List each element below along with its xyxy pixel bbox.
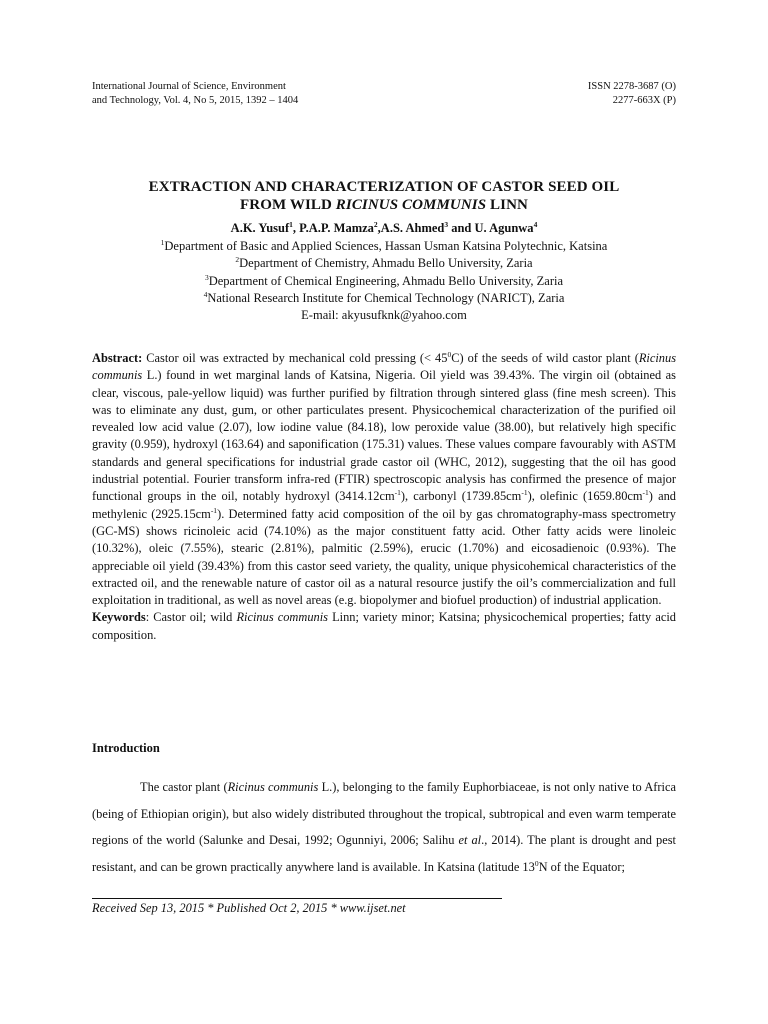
contact-email[interactable]: E-mail: akyusufknk@yahoo.com [301,308,467,323]
affiliation-item [60,290,708,307]
publication-footer: Received Sep 13, 2015 * Published Oct 2, 2015 * www.ijset.net [92,901,406,915]
issn-line-1: ISSN 2278-3687 (O) [587,81,676,92]
keywords-label: Keywords [92,610,146,625]
author-mark: 3 [444,219,449,229]
keywords-text: : Castor oil; wild [145,610,237,625]
affiliation-text: Department of Chemistry, Ahmadu Bello University, Zaria [239,256,533,271]
affiliation-text: Department of Chemical Engineering, Ahmadu Bello University, Zaria [208,273,564,288]
title-species: RICINUS COMMUNIS [335,197,487,213]
affiliation-text: Department of Basic and Applied Sciences, Hassan Usman Katsina Polytechnic, Katsina [164,239,608,253]
intro-text: The castor plant ( [140,780,228,794]
abstract-text: ), olefinic (1659.80cm [527,489,643,504]
author-list: A.K. Yusuf$^1$, P.A.P. Mamza$^2$,A.S. Ahmed$^3$ and U. Agunwa$^4$ [230,219,538,235]
abstract-text: ). Determined fatty acid composition of the oil by gas chromatography-mass spectrometry (GC-MS) shows ricinoleic acid (74.10%) as the major constituent fatty acid. Other fatty acids were linoleic (10.32%), oleic (7.55%), stearic (2.81%), palmitic (2.59%), erucic (1.70%) and eicosadienoic (0.93%). The appreciable oil yield (39.43%) from this castor seed variety, the quality, unique physicohemical characteristics of the extracted oil, and the renewable nature of castor oil as a natural resource justify the oil’s commercialization and full exploitation in traditional, as well as novel areas (e.g. biopolymer and biofuel production) of industrial application. [92,506,676,608]
author-name: A.S. Ahmed [380,221,445,235]
abstract-text: ), carbonyl (1739.85cm [400,489,522,504]
abstract-paragraph [92,350,676,609]
affiliation-mark: 1 [160,237,165,247]
journal-citation [92,80,298,108]
paper-title [60,178,708,214]
superscript: -1 [521,488,528,498]
et-al: et al [458,833,482,847]
abstract-text: L.) found in wet marginal lands of Katsina, Nigeria. Oil yield was 39.43%. The virgin oil (obtained as clear, viscous, pale-yellow liquid) was further purified by filtration through sintered glass (fine mesh screen). This was to eliminate any dust, gum, or other particulates present. Physicochemical characterization of the purified oil revealed low acid value (2.07), low iodine value (84.18), low peroxide value (38.00), but relatively high specific gravity (0.959), hydroxyl (163.64) and saponification (175.31) values. These values compare favourably with ASTM standards and general specifications for industrial grade castor oil (WHC, 2012), suggesting that the oil has good industrial potential. Fourier transform infra-red (FTIR) spectroscopic analysis has confirmed the presence of major functional groups in the oil, notably hydroxyl (3414.12cm [92,368,676,504]
journal-line-1: International Journal of Science, Environment [92,81,286,92]
abstract-section [92,350,676,644]
title-line-2 [60,196,708,214]
affiliation-item [60,255,708,272]
author-mark: 1 [289,219,293,229]
introduction-paragraph [92,774,676,880]
affiliation-item [60,238,708,255]
affiliation-mark: 4 [203,289,208,299]
author-mark: 2 [373,219,378,229]
footer-rule [92,898,502,899]
superscript: -1 [394,488,401,498]
superscript: 0 [447,349,452,359]
abstract-text: ) and methylenic (2925.15cm [92,489,676,521]
superscript: 0 [534,858,539,868]
title-prefix: FROM WILD [240,197,336,213]
affiliation-list [60,238,708,324]
intro-text: N of the Equator; [538,859,625,874]
species-name: Ricinus communis [92,351,677,383]
abstract-text: Castor oil was extracted by mechanical cold pressing (< 45 [142,351,448,365]
author-name: A.K. Yusuf [230,221,290,235]
species-name: Ricinus communis [227,780,319,794]
affiliation-mark: 3 [204,272,209,282]
title-suffix: LINN [486,197,528,213]
abstract-label: Abstract: [92,351,143,365]
intro-text: L.), belonging to the family Euphorbiaceae, is not only native to Africa (being of Ethiopian origin), but also widely distributed throughout the tropical, subtropical and even warm temperate regions of the world (Salunke and Desai, 1992; Ogunniyi, 2006; Salihu [92,780,676,847]
keywords-text: Linn; variety minor; Katsina; physicochemical properties; fatty acid composition. [92,610,676,642]
species-name: Ricinus communis [236,610,328,625]
affiliation-text: National Research Institute for Chemical Technology (NARICT), Zaria [207,290,565,305]
journal-line-2: and Technology, Vol. 4, No 5, 2015, 1392 – 1404 [92,95,299,106]
superscript: -1 [642,488,649,498]
issn-block [588,80,676,108]
issn-line-2: 2277-663X (P) [612,95,676,106]
abstract-text: C) of the seeds of wild castor plant ( [451,351,639,365]
intro-text: ., 2014). The plant is drought and pest resistant, and can be grown practically anywhere land is available. In Katsina (latitude 13 [92,833,676,874]
author-name: P.A.P. Mamza [299,221,374,235]
affiliation-item [60,273,708,290]
author-mark: 4 [533,219,538,229]
affiliation-mark: 2 [235,255,240,265]
author-name: U. Agunwa [474,221,534,235]
superscript: -1 [210,505,218,515]
title-line-1: EXTRACTION AND CHARACTERIZATION OF CASTOR SEED OIL [148,179,620,195]
keywords-paragraph [92,609,676,644]
introduction-heading: Introduction [92,741,160,755]
